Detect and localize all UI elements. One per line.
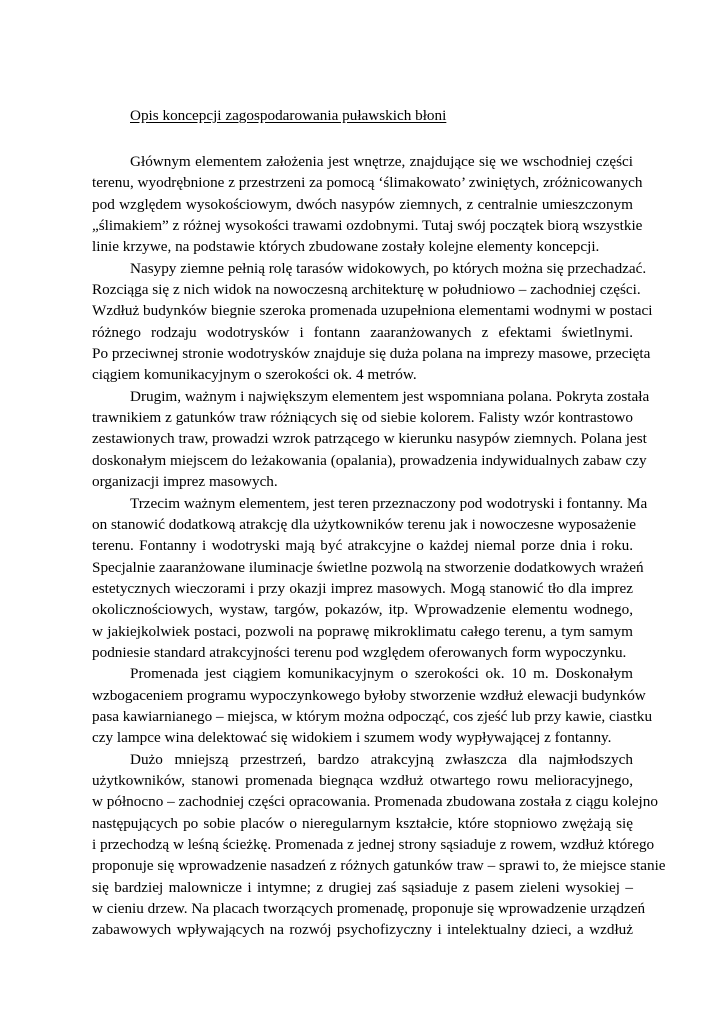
document-body [92, 151, 666, 941]
text-line: się bardziej malownicze i intymne; z drugiej zaś sąsiaduje z pasem zieleni wysokiej – [92, 878, 633, 896]
text-line: Dużo mniejszą przestrzeń, bardzo atrakcyjną zwłaszcza dla najmłodszych [130, 750, 633, 768]
text-line: okolicznościowych, wystaw, targów, pokazów, itp. Wprowadzenie elementu wodnego, [92, 601, 633, 619]
text-line: estetycznych wieczorami i przy okazji imprez masowych. Mogą stanowić tło dla imprez [92, 579, 633, 597]
text-line: Trzecim ważnym elementem, jest teren przeznaczony pod wodotryski i fontanny. Ma [130, 494, 648, 512]
text-line: wzbogaceniem programu wypoczynkowego byłoby stworzenie wzdłuż elewacji budynków [92, 686, 646, 704]
text-line: Po przeciwnej stronie wodotrysków znajduje się duża polana na imprezy masowe, przecięta [92, 345, 651, 363]
text-line: on stanowić dodatkową atrakcję dla użytkowników terenu jak i nowoczesne wyposażenie [92, 515, 637, 533]
text-line: Specjalnie zaaranżowane iluminacje świetlne pozwolą na stworzenie dodatkowych wrażeń [92, 558, 644, 576]
text-line: doskonałym miejscem do leżakowania (opalania), prowadzenia indywidualnych zabaw czy [92, 451, 647, 469]
text-line: terenu, wyodrębnione z przestrzeni za pomocą ‘ślimakowato’ zwiniętych, zróżnicowanych [92, 174, 643, 192]
text-line: „ślimakiem” z różnej wysokości trawami ozdobnymi. Tutaj swój początek biorą wszystkie [92, 217, 643, 235]
text-line: pod względem wysokościowym, dwóch nasypów ziemnych, z centralnie umieszczonym [92, 195, 633, 213]
text-line: w cieniu drzew. Na placach tworzących promenadę, proponuje się wprowadzenie urządzeń [92, 900, 646, 918]
text-line: następujących po sobie placów o nieregularnym kształcie, które stopniowo zwężają się [92, 814, 633, 832]
text-line: w północno – zachodniej części opracowania. Promenada zbudowana została z ciągu kolejno [92, 793, 658, 811]
text-line: terenu. Fontanny i wodotryski mają być atrakcyjne o każdej niemal porze dnia i roku. [92, 537, 633, 555]
text-line: trawnikiem z gatunków traw różniących się od siebie kolorem. Falisty wzór kontrastowo [92, 409, 633, 427]
text-line: zestawionych traw, prowadzi wzrok patrzącego w kierunku nasypów ziemnych. Polana jest [92, 430, 647, 448]
text-line: proponuje się wprowadzenie nasadzeń z różnych gatunków traw – sprawi to, że miejsce stanie [92, 857, 666, 875]
text-line: Rozciąga się z nich widok na nowoczesną architekturę w południowo – zachodniej części. [92, 281, 641, 299]
text-line: w jakiejkolwiek postaci, pozwoli na poprawę mikroklimatu całego terenu, a tym samym [92, 622, 633, 640]
text-line: i przechodzą w leśną ścieżkę. Promenada z jednej strony sąsiaduje z rowem, wzdłuż którego [92, 836, 655, 853]
text-line: Wzdłuż budynków biegnie szeroka promenada uzupełniona elementami wodnymi w postaci [92, 302, 653, 320]
text-line: Drugim, ważnym i największym elementem jest wspomniana polana. Pokryta została [130, 387, 650, 405]
text-line: pasa kawiarnianego – miejsca, w którym można odpocząć, cos zjeść lub przy kawie, ciastku [92, 707, 653, 725]
text-line: zabawowych wpływających na rozwój psychofizyczny i intelektualny dzieci, a wzdłuż [92, 921, 633, 939]
text-line: organizacji imprez masowych. [92, 473, 278, 491]
text-line: użytkowników, stanowi promenada biegnąca wzdłuż otwartego rowu melioracyjnego, [92, 771, 633, 789]
text-line: Promenada jest ciągiem komunikacyjnym o szerokości ok. 10 m. Doskonałym [130, 665, 633, 683]
text-line: linie krzywe, na podstawie których zbudowane zostały kolejne elementy koncepcji. [92, 238, 600, 256]
text-line: podniesie standard atrakcyjności terenu pod względem oferowanych form wypoczynku. [92, 643, 627, 661]
text-line: różnego rodzaju wodotrysków i fontann zaaranżowanych z efektami świetlnymi. [92, 323, 633, 341]
text-line: Nasypy ziemne pełnią rolę tarasów widokowych, po których można się przechadzać. [130, 259, 647, 277]
document-title: Opis koncepcji zagospodarowania puławskich błoni [130, 107, 447, 124]
text-line: Głównym elementem założenia jest wnętrze, znajdujące się we wschodniej części [130, 153, 633, 170]
text-line: czy lampce wina delektować się widokiem i szumem wody wypływającej z fontanny. [92, 729, 612, 747]
text-line: ciągiem komunikacyjnym o szerokości ok. 4 metrów. [92, 366, 417, 384]
